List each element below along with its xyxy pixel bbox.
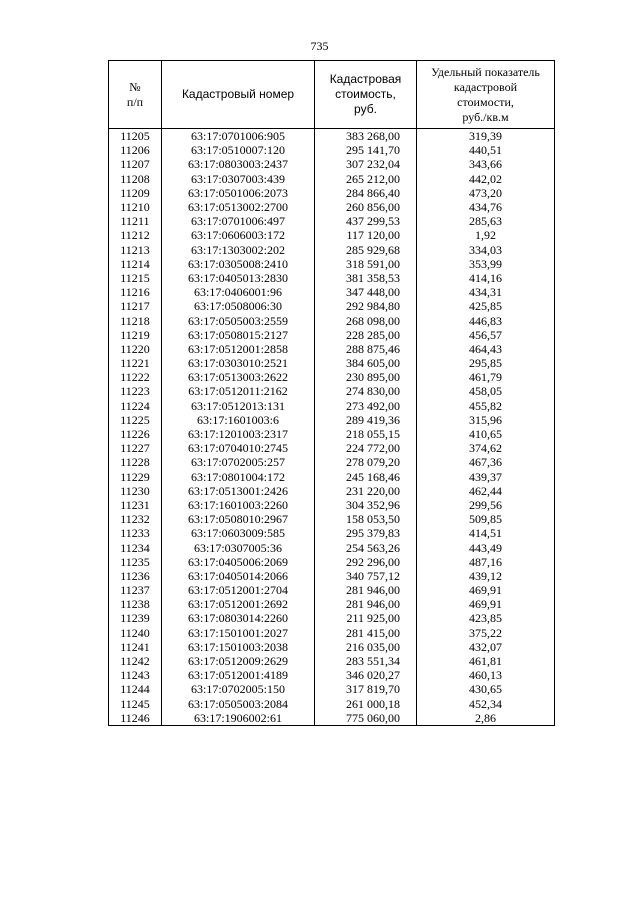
cell-specific-indicator: 295,85 [417,356,555,370]
cell-cadastral-value: 211 925,00 [315,611,417,625]
cell-index: 11207 [109,157,162,171]
cell-index: 11240 [109,626,162,640]
table-row [109,200,555,214]
table-row [109,399,555,413]
cell-index: 11221 [109,356,162,370]
cell-index: 11205 [109,129,162,144]
cell-specific-indicator: 315,96 [417,413,555,427]
cell-cadastral-value: 274 830,00 [315,384,417,398]
cell-cadastral-number: 63:17:0305008:2410 [162,257,315,271]
cell-specific-indicator: 452,34 [417,697,555,711]
cell-cadastral-number: 63:17:0405013:2830 [162,271,315,285]
cell-specific-indicator: 461,79 [417,370,555,384]
table-row [109,427,555,441]
cell-cadastral-value: 230 895,00 [315,370,417,384]
cell-cadastral-number: 63:17:1601003:2260 [162,498,315,512]
cell-index: 11218 [109,313,162,327]
cell-specific-indicator: 456,57 [417,328,555,342]
header-specific-indicator [417,61,555,129]
cell-specific-indicator: 460,13 [417,668,555,682]
cell-cadastral-value: 288 875,46 [315,342,417,356]
cell-index: 11231 [109,498,162,512]
cell-cadastral-value: 254 563,26 [315,540,417,554]
cell-cadastral-value: 216 035,00 [315,640,417,654]
table-row [109,654,555,668]
cell-index: 11234 [109,540,162,554]
table-row [109,697,555,711]
header-cadastral-value [315,61,417,129]
cell-cadastral-number: 63:17:1601003:6 [162,413,315,427]
cell-cadastral-number: 63:17:1906002:61 [162,711,315,726]
cell-cadastral-number: 63:17:0508010:2967 [162,512,315,526]
cell-cadastral-value: 292 296,00 [315,555,417,569]
cell-cadastral-value: 284 866,40 [315,186,417,200]
cell-cadastral-value: 261 000,18 [315,697,417,711]
cell-cadastral-number: 63:17:0307005:36 [162,540,315,554]
cell-cadastral-number: 63:17:0303010:2521 [162,356,315,370]
header-cadastral-number-label: Кадастровый номер [181,87,295,101]
cell-cadastral-value: 318 591,00 [315,257,417,271]
cell-specific-indicator: 319,39 [417,129,555,144]
table-row [109,356,555,370]
cell-cadastral-number: 63:17:0508015:2127 [162,328,315,342]
cell-cadastral-number: 63:17:1501001:2027 [162,626,315,640]
cell-specific-indicator: 473,20 [417,186,555,200]
cell-cadastral-value: 383 268,00 [315,129,417,144]
cell-cadastral-value: 283 551,34 [315,654,417,668]
cell-index: 11214 [109,257,162,271]
table-row [109,540,555,554]
cell-cadastral-number: 63:17:0803003:2437 [162,157,315,171]
page-number: 735 [310,39,329,53]
table-row [109,328,555,342]
cell-specific-indicator: 2,86 [417,711,555,726]
cell-index: 11237 [109,583,162,597]
table-body [109,129,555,726]
cell-cadastral-value: 292 984,80 [315,299,417,313]
cell-specific-indicator: 414,16 [417,271,555,285]
cell-specific-indicator: 439,12 [417,569,555,583]
cell-cadastral-value: 245 168,46 [315,470,417,484]
cell-specific-indicator: 464,43 [417,342,555,356]
cell-cadastral-number: 63:17:0512013:131 [162,399,315,413]
cell-cadastral-number: 63:17:0603009:585 [162,526,315,540]
cell-specific-indicator: 430,65 [417,682,555,696]
cell-cadastral-value: 228 285,00 [315,328,417,342]
cell-index: 11233 [109,526,162,540]
cell-cadastral-value: 304 352,96 [315,498,417,512]
cell-cadastral-value: 117 120,00 [315,228,417,242]
cell-specific-indicator: 414,51 [417,526,555,540]
cell-cadastral-number: 63:17:0701006:905 [162,129,315,144]
cell-cadastral-value: 347 448,00 [315,285,417,299]
table-row [109,313,555,327]
table-row [109,243,555,257]
table-row [109,583,555,597]
cell-cadastral-value: 218 055,15 [315,427,417,441]
cell-index: 11223 [109,384,162,398]
cell-specific-indicator: 509,85 [417,512,555,526]
cell-cadastral-number: 63:17:0406001:96 [162,285,315,299]
cell-specific-indicator: 446,83 [417,313,555,327]
cell-cadastral-number: 63:17:1303002:202 [162,243,315,257]
cell-specific-indicator: 487,16 [417,555,555,569]
cell-cadastral-value: 265 212,00 [315,172,417,186]
cell-index: 11227 [109,441,162,455]
table-row [109,384,555,398]
cell-index: 11239 [109,611,162,625]
table-row [109,512,555,526]
table-row [109,271,555,285]
cell-specific-indicator: 334,03 [417,243,555,257]
cell-index: 11215 [109,271,162,285]
cell-specific-indicator: 410,65 [417,427,555,441]
cell-cadastral-value: 260 856,00 [315,200,417,214]
cell-specific-indicator: 434,76 [417,200,555,214]
table-row [109,214,555,228]
cell-specific-indicator: 443,49 [417,540,555,554]
table-row [109,299,555,313]
cell-specific-indicator: 343,66 [417,157,555,171]
cell-cadastral-number: 63:17:0803014:2260 [162,611,315,625]
table-row [109,498,555,512]
cell-specific-indicator: 455,82 [417,399,555,413]
cell-cadastral-number: 63:17:0512001:4189 [162,668,315,682]
cell-cadastral-number: 63:17:0505003:2559 [162,313,315,327]
table-row [109,711,555,726]
cell-cadastral-value: 273 492,00 [315,399,417,413]
cell-cadastral-number: 63:17:0510007:120 [162,143,315,157]
cell-index: 11236 [109,569,162,583]
table-row [109,157,555,171]
cell-index: 11209 [109,186,162,200]
table-row [109,129,555,144]
cell-cadastral-number: 63:17:1201003:2317 [162,427,315,441]
cell-cadastral-number: 63:17:0702005:150 [162,682,315,696]
cell-cadastral-number: 63:17:0405006:2069 [162,555,315,569]
cell-cadastral-number: 63:17:0505003:2084 [162,697,315,711]
header-specific-indicator-label: Удельный показатель кадастровой стоимости, руб./кв.м [431,64,540,124]
cell-specific-indicator: 285,63 [417,214,555,228]
cell-index: 11228 [109,455,162,469]
cell-specific-indicator: 469,91 [417,597,555,611]
cell-specific-indicator: 374,62 [417,441,555,455]
cell-index: 11219 [109,328,162,342]
cell-index: 11222 [109,370,162,384]
cell-index: 11225 [109,413,162,427]
cell-cadastral-number: 63:17:0704010:2745 [162,441,315,455]
cell-index: 11220 [109,342,162,356]
table-row [109,370,555,384]
cell-cadastral-number: 63:17:0307003:439 [162,172,315,186]
header-index [109,61,162,129]
cell-specific-indicator: 434,31 [417,285,555,299]
header-cadastral-value-label: Кадастровая стоимость, руб. [329,72,402,116]
cell-cadastral-number: 63:17:0512001:2858 [162,342,315,356]
table-row [109,413,555,427]
cell-cadastral-value: 381 358,53 [315,271,417,285]
cell-index: 11229 [109,470,162,484]
cell-index: 11241 [109,640,162,654]
cell-cadastral-value: 346 020,27 [315,668,417,682]
cell-cadastral-number: 63:17:0801004:172 [162,470,315,484]
cell-cadastral-number: 63:17:0513001:2426 [162,484,315,498]
cell-specific-indicator: 375,22 [417,626,555,640]
cell-index: 11224 [109,399,162,413]
cell-cadastral-number: 63:17:1501003:2038 [162,640,315,654]
cell-cadastral-number: 63:17:0501006:2073 [162,186,315,200]
cell-specific-indicator: 299,56 [417,498,555,512]
table-row [109,143,555,157]
cell-specific-indicator: 462,44 [417,484,555,498]
cadastral-value-table [108,60,555,726]
cell-cadastral-value: 295 379,83 [315,526,417,540]
table-row [109,228,555,242]
table-row [109,484,555,498]
cell-cadastral-number: 63:17:0702005:257 [162,455,315,469]
cell-cadastral-number: 63:17:0508006:30 [162,299,315,313]
cell-cadastral-value: 268 098,00 [315,313,417,327]
table-row [109,342,555,356]
cell-index: 11212 [109,228,162,242]
cell-cadastral-number: 63:17:0512001:2692 [162,597,315,611]
header-cadastral-number [162,61,315,129]
table-row [109,186,555,200]
cell-cadastral-value: 281 946,00 [315,583,417,597]
table-row [109,441,555,455]
cell-cadastral-number: 63:17:0701006:497 [162,214,315,228]
cell-index: 11206 [109,143,162,157]
cell-index: 11238 [109,597,162,611]
table-row [109,172,555,186]
cell-cadastral-number: 63:17:0513003:2622 [162,370,315,384]
cell-index: 11213 [109,243,162,257]
cell-specific-indicator: 425,85 [417,299,555,313]
cell-specific-indicator: 442,02 [417,172,555,186]
cell-cadastral-number: 63:17:0512001:2704 [162,583,315,597]
cell-index: 11235 [109,555,162,569]
cell-specific-indicator: 353,99 [417,257,555,271]
cell-index: 11243 [109,668,162,682]
table-row [109,569,555,583]
cell-cadastral-value: 775 060,00 [315,711,417,726]
cell-cadastral-value: 295 141,70 [315,143,417,157]
cell-specific-indicator: 467,36 [417,455,555,469]
cell-cadastral-value: 307 232,04 [315,157,417,171]
cell-cadastral-value: 384 605,00 [315,356,417,370]
table-row [109,257,555,271]
table-row [109,668,555,682]
cell-specific-indicator: 461,81 [417,654,555,668]
cell-cadastral-value: 437 299,53 [315,214,417,228]
table-row [109,470,555,484]
cell-specific-indicator: 440,51 [417,143,555,157]
table-row [109,626,555,640]
cell-index: 11244 [109,682,162,696]
cell-cadastral-number: 63:17:0606003:172 [162,228,315,242]
cell-index: 11211 [109,214,162,228]
cell-specific-indicator: 469,91 [417,583,555,597]
cell-cadastral-value: 281 946,00 [315,597,417,611]
cell-cadastral-value: 158 053,50 [315,512,417,526]
cell-specific-indicator: 439,37 [417,470,555,484]
table-row [109,611,555,625]
cell-cadastral-number: 63:17:0512011:2162 [162,384,315,398]
table-row [109,285,555,299]
header-index-label: № п/п [126,79,144,109]
cell-index: 11208 [109,172,162,186]
cell-index: 11242 [109,654,162,668]
table-row [109,597,555,611]
table-row [109,555,555,569]
cell-cadastral-value: 281 415,00 [315,626,417,640]
cell-cadastral-value: 231 220,00 [315,484,417,498]
cell-specific-indicator: 1,92 [417,228,555,242]
cell-cadastral-number: 63:17:0513002:2700 [162,200,315,214]
cell-cadastral-value: 289 419,36 [315,413,417,427]
cell-cadastral-value: 285 929,68 [315,243,417,257]
cell-index: 11230 [109,484,162,498]
cell-index: 11226 [109,427,162,441]
cell-cadastral-value: 317 819,70 [315,682,417,696]
cell-cadastral-number: 63:17:0512009:2629 [162,654,315,668]
table-row [109,526,555,540]
cell-index: 11245 [109,697,162,711]
table-row [109,640,555,654]
cell-cadastral-number: 63:17:0405014:2066 [162,569,315,583]
cell-index: 11216 [109,285,162,299]
cell-index: 11246 [109,711,162,726]
cell-cadastral-value: 224 772,00 [315,441,417,455]
cell-cadastral-value: 278 079,20 [315,455,417,469]
table-row [109,682,555,696]
table-row [109,455,555,469]
table-header-row [109,61,555,129]
cell-cadastral-value: 340 757,12 [315,569,417,583]
cell-index: 11232 [109,512,162,526]
cell-specific-indicator: 423,85 [417,611,555,625]
cell-specific-indicator: 458,05 [417,384,555,398]
cell-index: 11210 [109,200,162,214]
cell-index: 11217 [109,299,162,313]
cell-specific-indicator: 432,07 [417,640,555,654]
